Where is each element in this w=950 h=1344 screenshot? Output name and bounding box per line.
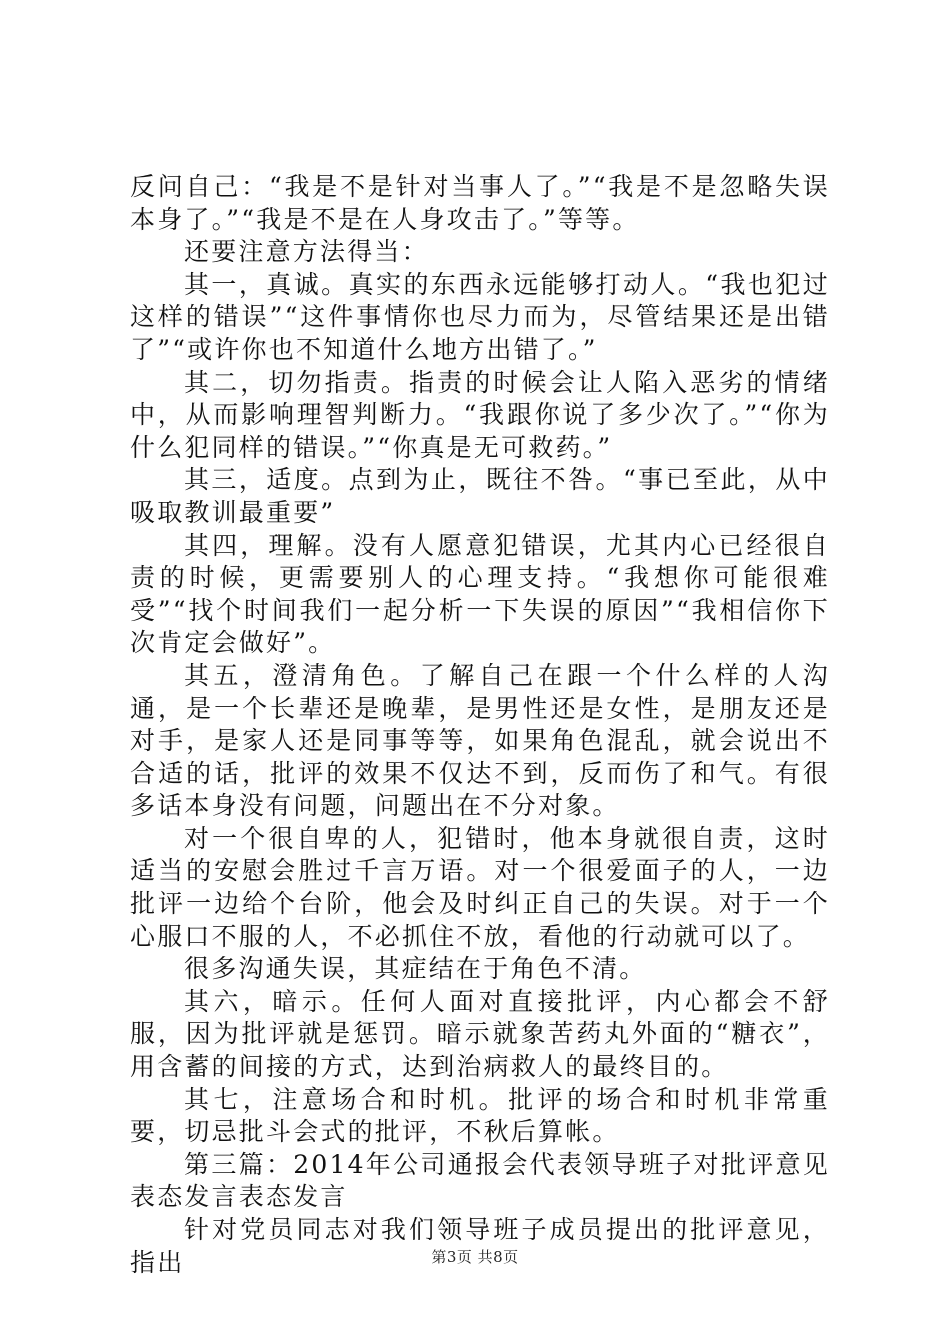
paragraph-5: 其三，适度。点到为止，既往不咎。“事已至此，从中吸取教训最重要” [130, 465, 830, 527]
paragraph-8: 对一个很自卑的人，犯错时，他本身就很自责，这时适当的安慰会胜过千言万语。对一个很爱面子的人，一边批评一边给个台阶，他会及时纠正自己的失误。对于一个心服口不服的人，不必抓住不放，看他的行动就可以了。 [130, 823, 830, 951]
paragraph-3: 其一，真诚。真实的东西永远能够打动人。“我也犯过这样的错误”“这件事情你也尽力而为，尽管结果还是出错了”“或许你也不知道什么地方出错了。” [130, 269, 830, 364]
paragraph-7: 其五，澄清角色。了解自己在跟一个什么样的人沟通，是一个长辈还是晚辈，是男性还是女性，是朋友还是对手，是家人还是同事等等，如果角色混乱，就会说出不合适的话，批评的效果不仅达不到，反而伤了和气。有很多话本身没有问题，问题出在不分对象。 [130, 660, 830, 821]
paragraph-1: 反问自己：“我是不是针对当事人了。”“我是不是忽略失误本身了。”“我是不是在人身攻击了。”等等。 [130, 172, 830, 234]
paragraph-11: 其七，注意场合和时机。批评的场合和时机非常重要，切忌批斗会式的批评，不秋后算帐。 [130, 1084, 830, 1147]
paragraph-2: 还要注意方法得当： [184, 237, 429, 267]
paragraph-9: 很多沟通失误，其症结在于角色不清。 [184, 954, 647, 984]
paragraph-13: 针对党员同志对我们领导班子成员提出的批评意见，指出 [130, 1215, 830, 1277]
section-heading: 第三篇：2014年公司通报会代表领导班子对批评意见表态发言表态发言 [130, 1149, 830, 1212]
page-footer: 第3页 共8页 [431, 1248, 519, 1266]
paragraph-6: 其四，理解。没有人愿意犯错误，尤其内心已经很自责的时候，更需要别人的心理支持。“我想你可能很难受”“找个时间我们一起分析一下失误的原因”“我相信你下次肯定会做好”。 [130, 530, 830, 658]
document-body [130, 171, 830, 1279]
paragraph-10: 其六，暗示。任何人面对直接批评，内心都会不舒服，因为批评就是惩罚。暗示就象苦药丸外面的“糖衣”，用含蓄的间接的方式，达到治病救人的最终目的。 [130, 986, 830, 1082]
paragraph-4: 其二，切勿指责。指责的时候会让人陷入恶劣的情绪中，从而影响理智判断力。“我跟你说了多少次了。”“你为什么犯同样的错误。”“你真是无可救药。” [130, 367, 830, 462]
